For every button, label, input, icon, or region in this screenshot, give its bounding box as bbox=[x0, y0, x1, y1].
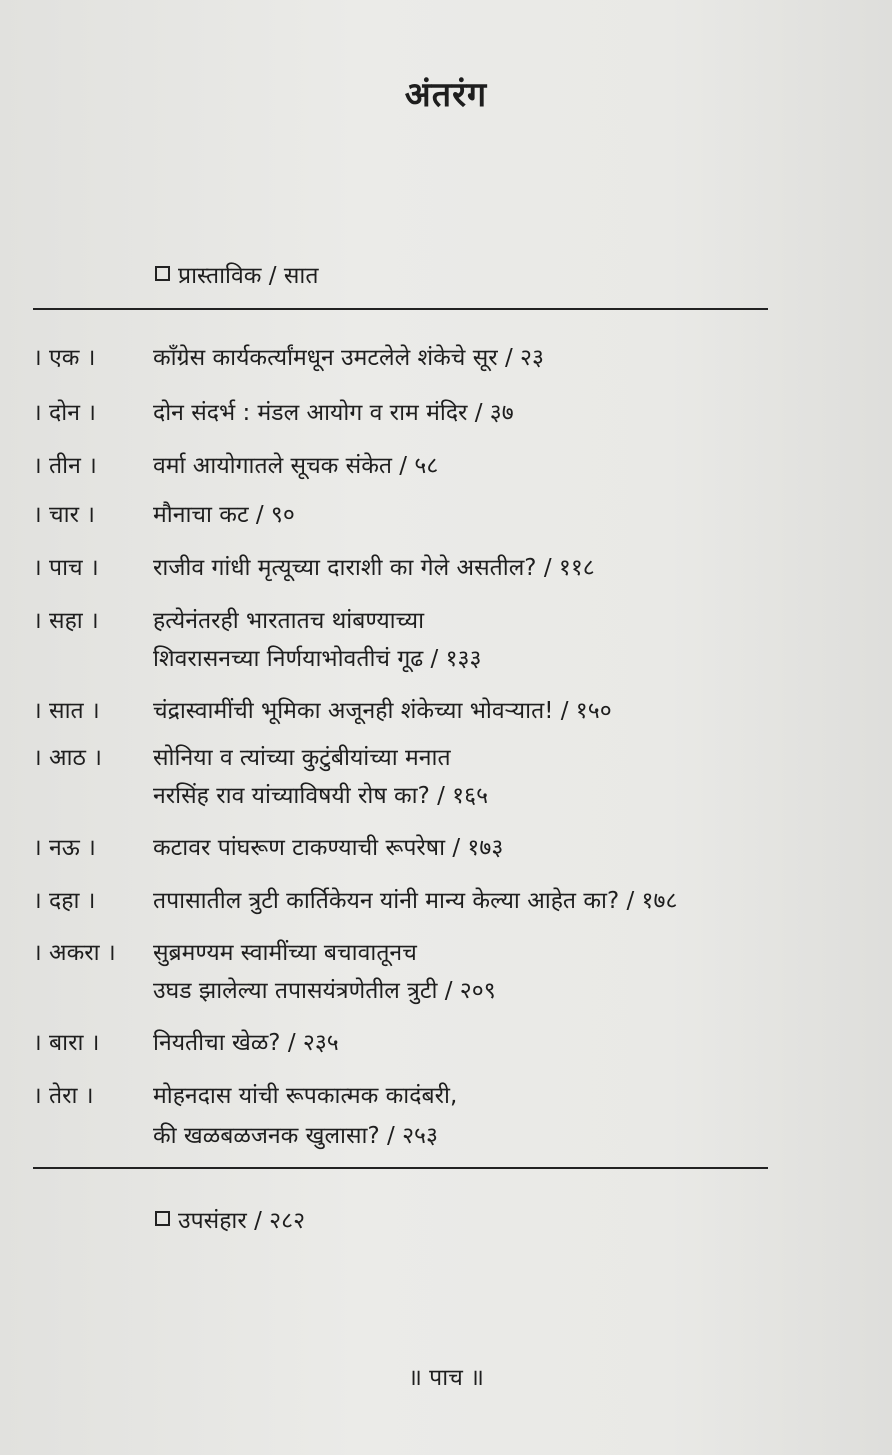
chapter-number: । दहा । bbox=[33, 888, 96, 914]
chapter-number: । अकरा । bbox=[33, 940, 116, 966]
chapter-title-line-1: हत्येनंतरही भारतातच थांबण्याच्या bbox=[153, 608, 425, 634]
chapter-title-line-2: उघड झालेल्या तपासयंत्रणेतील त्रुटी / २०९ bbox=[153, 978, 496, 1004]
page-number-footer: ॥ पाच ॥ bbox=[408, 1365, 484, 1391]
square-bullet-icon bbox=[155, 266, 170, 281]
epilogue-label: उपसंहार / २८२ bbox=[178, 1208, 306, 1234]
epilogue-entry bbox=[155, 1203, 305, 1235]
chapter-title: राजीव गांधी मृत्यूच्या दाराशी का गेले असतील? / ११८ bbox=[153, 555, 595, 581]
chapter-number: । सहा । bbox=[33, 608, 99, 634]
chapter-number: । सात । bbox=[33, 698, 100, 724]
chapter-title-line-2: की खळबळजनक खुलासा? / २५३ bbox=[153, 1123, 438, 1149]
chapter-title: कटावर पांघरूण टाकण्याची रूपरेषा / १७३ bbox=[153, 835, 504, 861]
chapter-title: मौनाचा कट / ९० bbox=[153, 502, 295, 528]
chapter-number: । आठ । bbox=[33, 745, 102, 771]
chapter-title: नियतीचा खेळ? / २३५ bbox=[153, 1030, 339, 1056]
chapter-title-line-1: सुब्रमण्यम स्वामींच्या बचावातूनच bbox=[153, 940, 417, 966]
chapter-number: । बारा । bbox=[33, 1030, 100, 1056]
preface-entry bbox=[155, 258, 318, 290]
chapter-number: । एक । bbox=[33, 345, 96, 371]
chapter-title-line-2: शिवरासनच्या निर्णयाभोवतीचं गूढ / १३३ bbox=[153, 646, 482, 672]
chapter-title-line-2: नरसिंह राव यांच्याविषयी रोष का? / १६५ bbox=[153, 783, 489, 809]
chapter-title: दोन संदर्भ : मंडल आयोग व राम मंदिर / ३७ bbox=[153, 400, 514, 426]
preface-label: प्रास्ताविक / सात bbox=[178, 263, 319, 289]
chapter-number: । तीन । bbox=[33, 453, 97, 479]
chapter-title: तपासातील त्रुटी कार्तिकेयन यांनी मान्य केल्या आहेत का? / १७८ bbox=[153, 888, 678, 914]
chapter-title-line-1: मोहनदास यांची रूपकात्मक कादंबरी, bbox=[153, 1083, 458, 1109]
chapter-number: । दोन । bbox=[33, 400, 96, 426]
top-divider bbox=[33, 308, 768, 310]
square-bullet-icon bbox=[155, 1211, 170, 1226]
chapter-title-line-1: सोनिया व त्यांच्या कुटुंबीयांच्या मनात bbox=[153, 745, 451, 771]
chapter-title: काँग्रेस कार्यकर्त्यांमधून उमटलेले शंकेचे सूर / २३ bbox=[153, 345, 544, 371]
chapter-number: । पाच । bbox=[33, 555, 99, 581]
chapter-title: वर्मा आयोगातले सूचक संकेत / ५८ bbox=[153, 453, 439, 479]
chapter-number: । नऊ । bbox=[33, 835, 96, 861]
chapter-title: चंद्रास्वामींची भूमिका अजूनही शंकेच्या भोवऱ्यात! / १५० bbox=[153, 698, 612, 724]
page-title: अंतरंग bbox=[404, 75, 488, 115]
chapter-number: । तेरा । bbox=[33, 1083, 94, 1109]
chapter-number: । चार । bbox=[33, 502, 96, 528]
bottom-divider bbox=[33, 1167, 768, 1169]
